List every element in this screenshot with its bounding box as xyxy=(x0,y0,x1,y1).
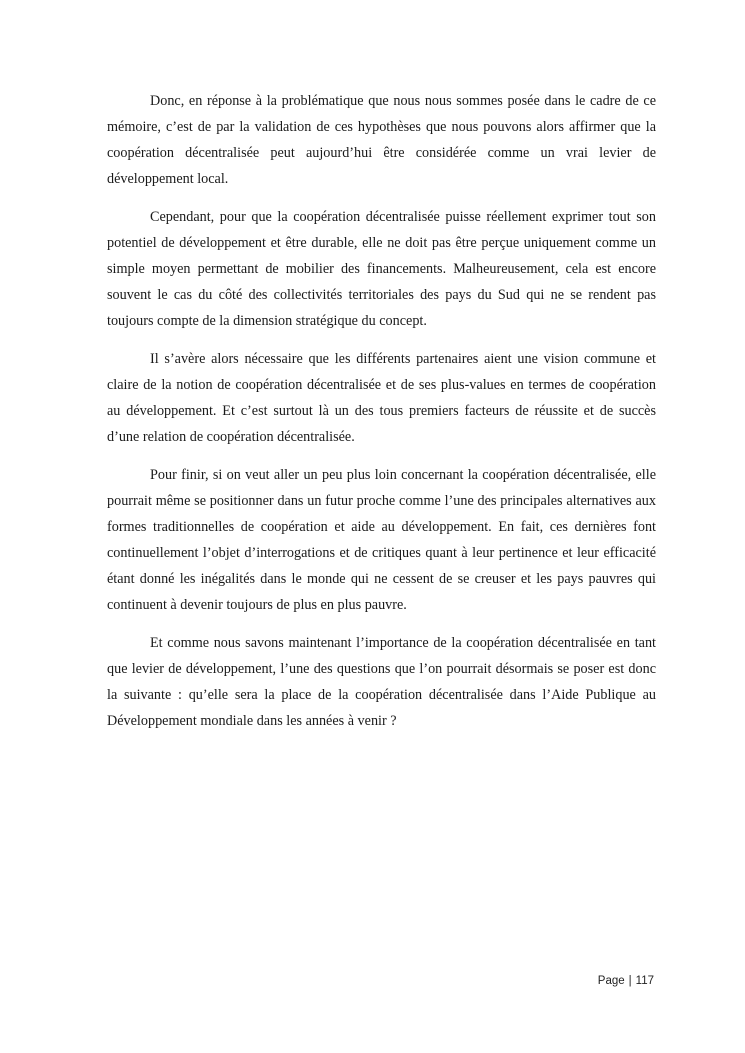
page-label: Page xyxy=(597,975,625,987)
page-number: 117 xyxy=(635,975,654,987)
paragraph: Cependant, pour que la coopération décentralisée puisse réellement exprimer tout son potentiel de développement et être durable, elle ne doit pas être perçue uniquement comme un simple moyen permettant de mobilier des financements. Malheureusement, cela est encore souvent le cas du côté des collectivités territoriales des pays du Sud qui ne se rendent pas toujours compte de la dimension stratégique du concept. xyxy=(107,209,656,329)
paragraph: Pour finir, si on veut aller un peu plus loin concernant la coopération décentralisée, elle pourrait même se positionner dans un futur proche comme l’une des principales alternatives aux formes traditionnelles de coopération et aide au développement. En fait, ces dernières font continuellement l’objet d’interrogations et de critiques quant à leur pertinence et leur efficacité étant donné les inégalités dans le monde qui ne cessent de se creuser et les pays pauvres qui continuent à devenir toujours de plus en plus pauvre. xyxy=(107,467,656,613)
body-text xyxy=(107,88,656,746)
paragraph: Il s’avère alors nécessaire que les différents partenaires aient une vision commune et claire de la notion de coopération décentralisée et de ses plus-values en termes de coopération au développement. Et c’est surtout là un des tous premiers facteurs de réussite et de succès d’une relation de coopération décentralisée. xyxy=(107,351,656,445)
paragraph: Et comme nous savons maintenant l’importance de la coopération décentralisée en tant que levier de développement, l’une des questions que l’on pourrait désormais se poser est donc la suivante : qu’elle sera la place de la coopération décentralisée dans l’Aide Publique au Développement mondiale dans les années à venir ? xyxy=(107,635,656,729)
page-footer xyxy=(598,975,654,987)
page-separator: | xyxy=(628,975,632,987)
paragraph: Donc, en réponse à la problématique que nous nous sommes posée dans le cadre de ce mémoire, c’est de par la validation de ces hypothèses que nous pouvons alors affirmer que la coopération décentralisée peut aujourd’hui être considérée comme un vrai levier de développement local. xyxy=(107,93,656,187)
